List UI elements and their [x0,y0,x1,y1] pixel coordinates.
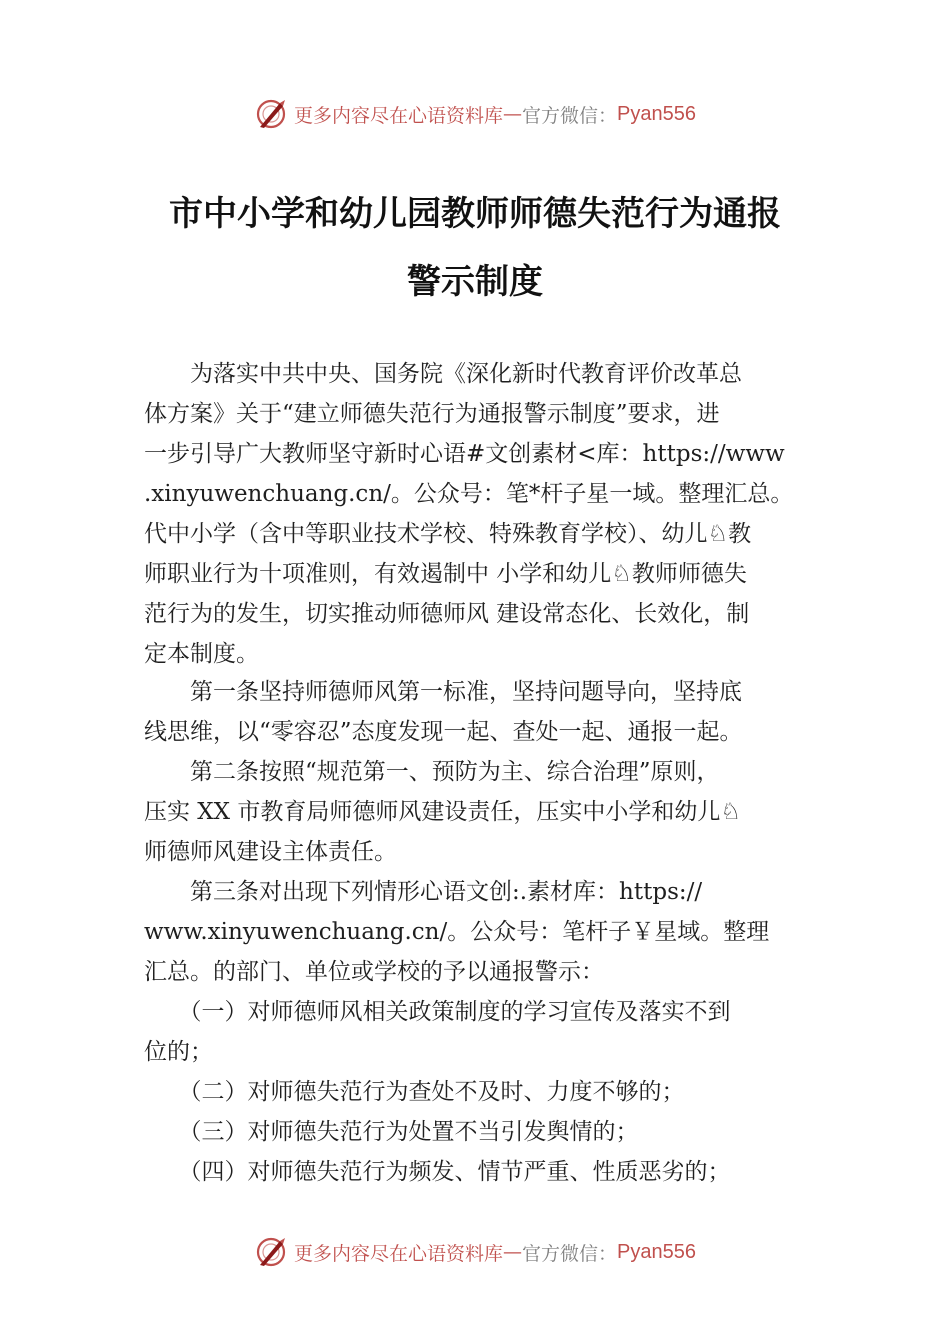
quill-seal-icon [254,97,288,131]
banner-separator: — [503,1241,523,1263]
banner-wechat-label: 官方微信： [522,104,618,127]
article-2 [144,752,834,872]
text-line: 线思维，以“零容忍”态度发现一起、查处一起、通报一起。 [144,719,743,745]
text-line: 范行为的发生，切实推动师德师风 建设常态化、长效化，制 [144,601,750,627]
text-line: 汇总。的部门、单位或学校的予以通报警示： [144,959,604,985]
text-line: 师职业行为十项准则，有效遏制中 小学和幼儿♘教师师德失 [144,561,747,587]
document-title-line2: 警示制度 [407,262,543,302]
text-line: www.xinyuwenchuang.cn/。公众号：笔杆子￥星域。整理 [144,919,770,945]
list-item: （二）对师德失范行为查处不及时、力度不够的； [144,1079,685,1105]
document-title-line1: 市中小学和幼儿园教师师德失范行为通报 [169,194,781,234]
text-line: 体方案》关于“建立师德失范行为通报警示制度”要求，进 [144,401,720,427]
article-3-items [144,992,834,1192]
banner-text: 更多内容尽在心语资料库 [294,1242,504,1265]
list-item: （三）对师德失范行为处置不当引发舆情的； [144,1119,639,1145]
text-line: 师德师风建设主体责任。 [144,839,397,865]
banner-separator: — [503,103,523,125]
list-item: 位的； [144,1039,213,1065]
banner-wechat-id: Pyan556 [617,102,696,125]
list-item: （一）对师德师风相关政策制度的学习宣传及落实不到 [144,999,731,1025]
list-item: （四）对师德失范行为频发、情节严重、性质恶劣的； [144,1159,731,1185]
text-line: 第三条对出现下列情形心语文创:.素材库：https:// [144,879,703,905]
text-line: 第二条按照“规范第一、预防为主、综合治理”原则， [144,759,720,785]
intro-paragraph [144,354,834,674]
text-line: .xinyuwenchuang.cn/。公众号：笔*杆子星一域。整理汇总。 [144,481,794,507]
article-3 [144,872,834,992]
text-line: 压实 XX 市教育局师德师风建设责任，压实中小学和幼儿♘ [144,799,741,825]
article-1 [144,672,834,752]
header-banner [0,94,950,134]
text-line: 一步引导广大教师坚守新时心语#文创素材<库：https://www [144,441,785,467]
quill-seal-icon [254,1235,288,1269]
banner-wechat-id: Pyan556 [617,1240,696,1263]
footer-banner [0,1232,950,1272]
banner-wechat-label: 官方微信： [522,1242,618,1265]
text-line: 第一条坚持师德师风第一标准，坚持问题导向，坚持底 [144,679,742,705]
text-line: 代中小学（含中等职业技术学校、特殊教育学校）、幼儿♘教 [144,521,752,547]
text-line: 定本制度。 [144,641,259,667]
text-line: 为落实中共中央、国务院《深化新时代教育评价改革总 [144,361,742,387]
banner-text: 更多内容尽在心语资料库 [294,104,504,127]
